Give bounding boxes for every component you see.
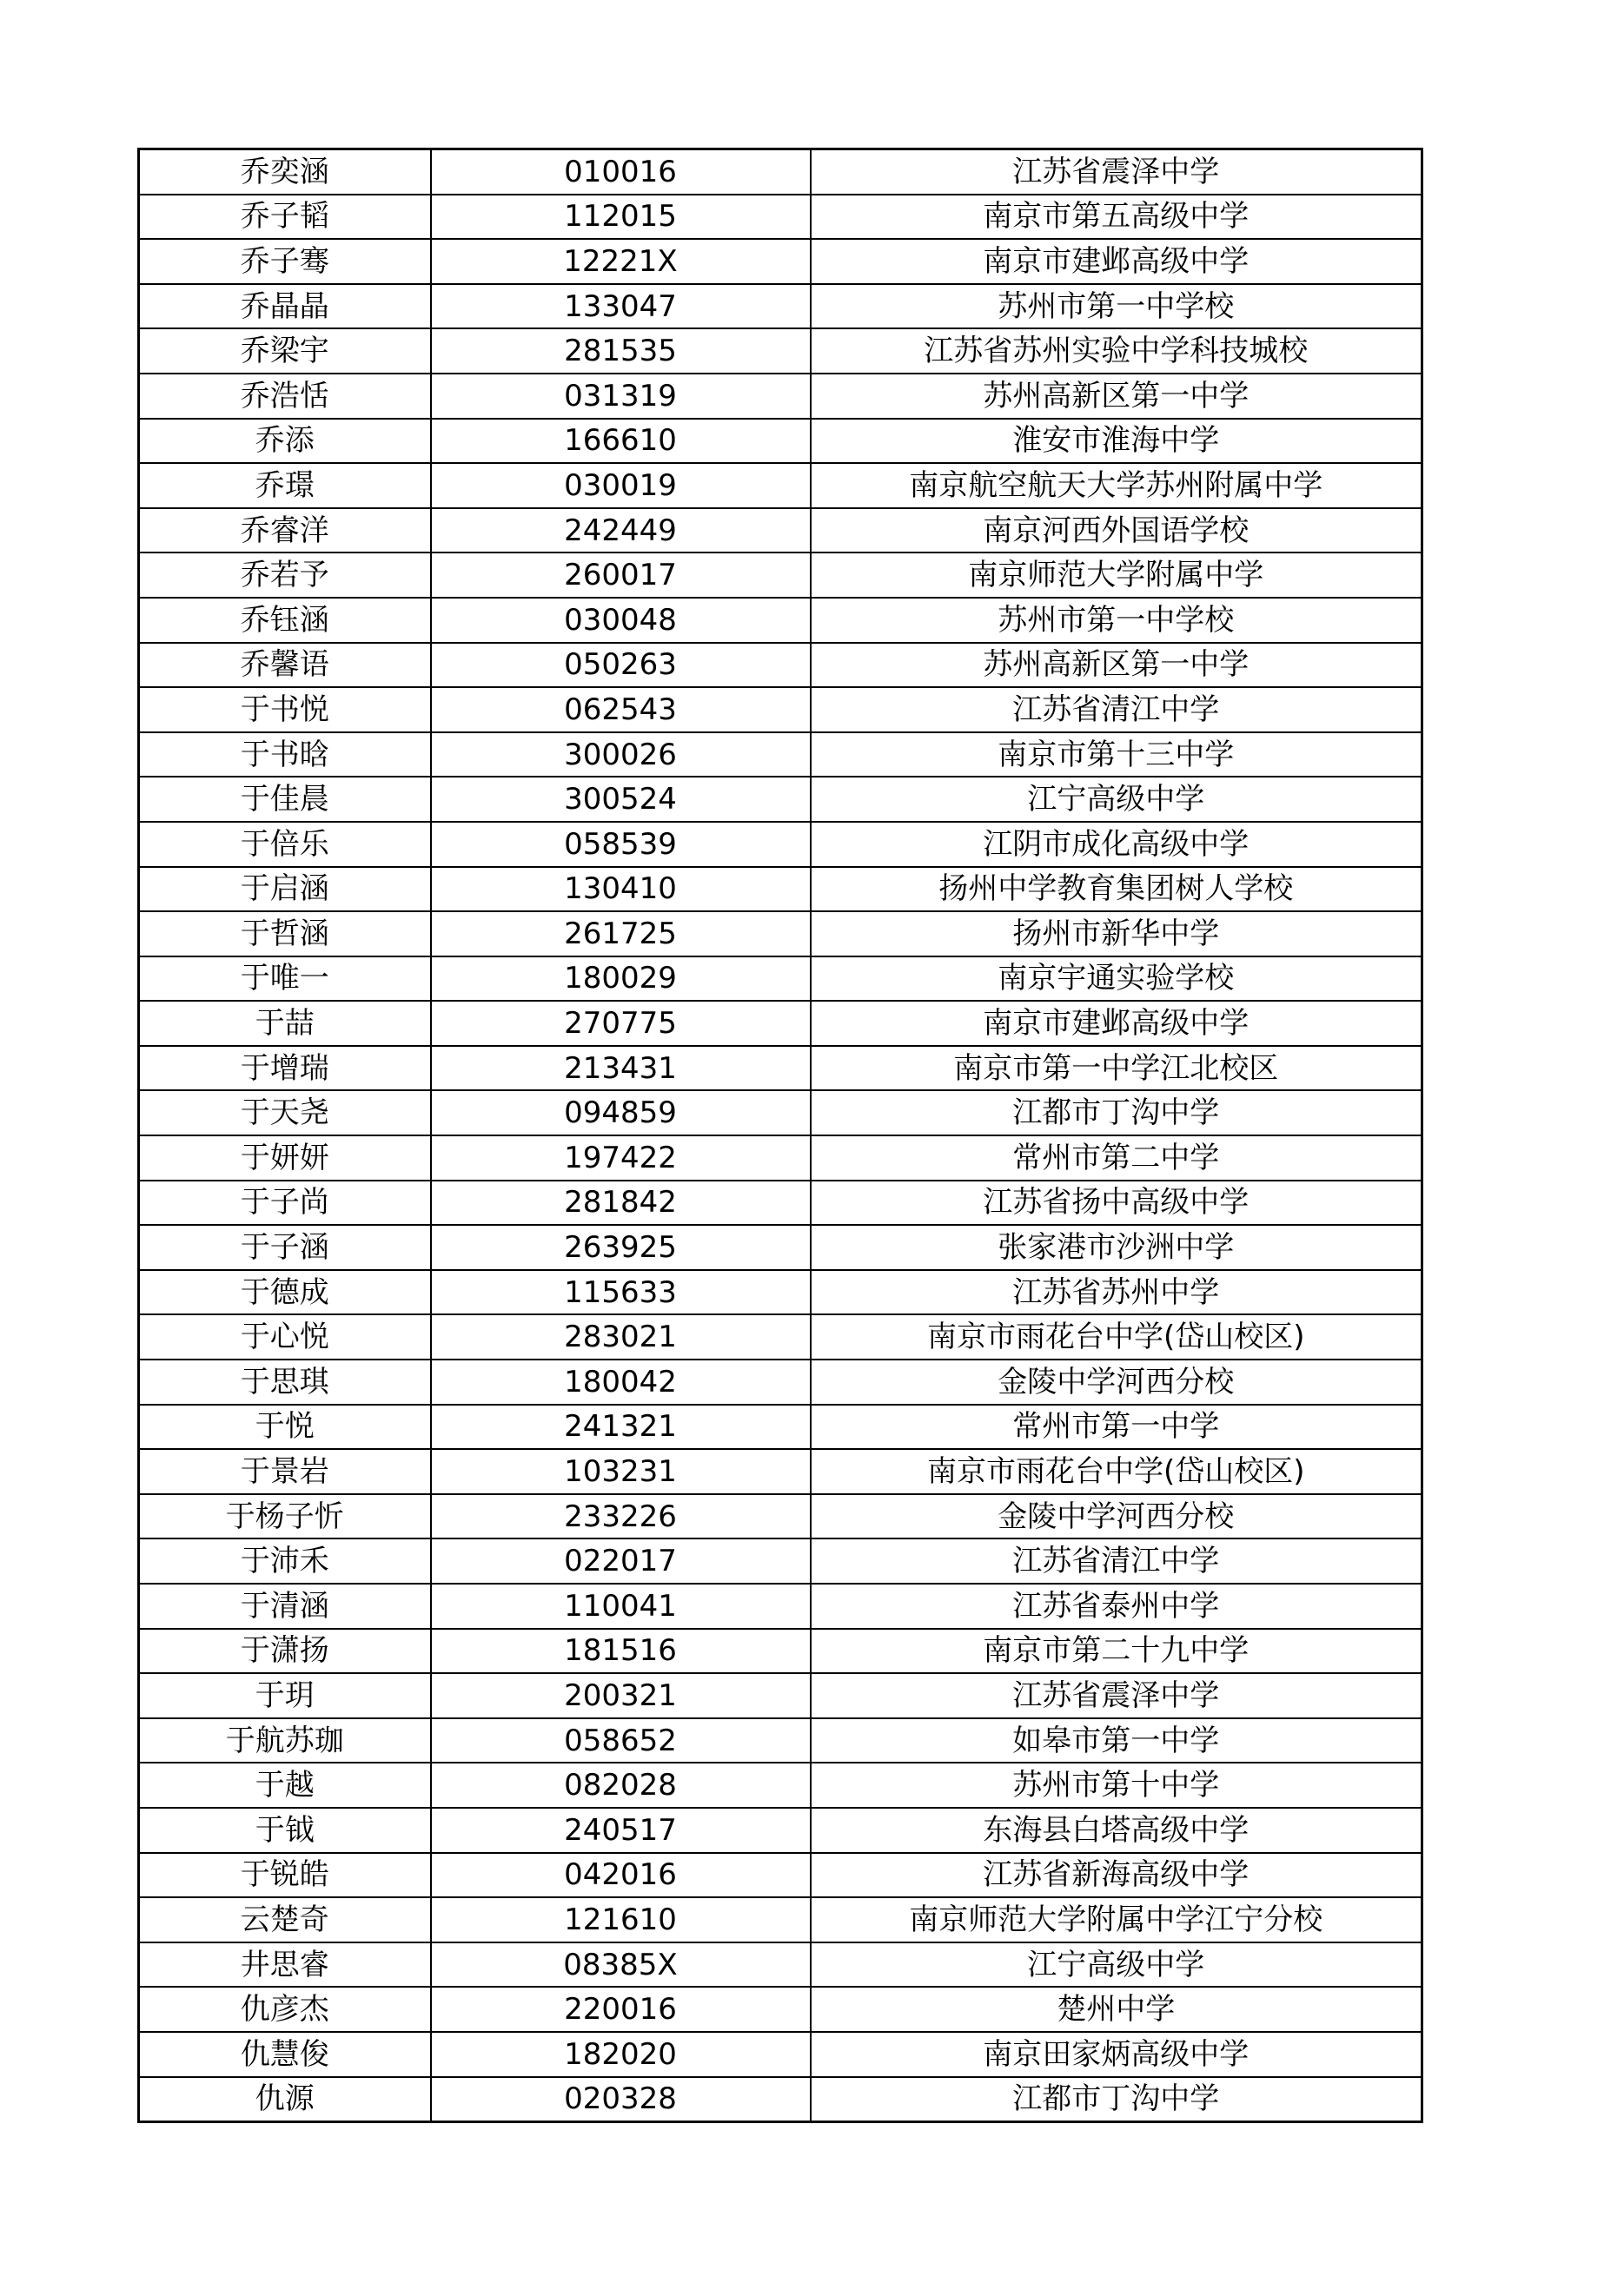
school-name-cell: 南京田家炳高级中学 xyxy=(811,2032,1422,2077)
student-id-cell: 200321 xyxy=(431,1673,811,1718)
student-id-cell: 010016 xyxy=(431,149,811,195)
student-id-cell: 058539 xyxy=(431,822,811,867)
student-id-cell: 08385X xyxy=(431,1942,811,1988)
school-name-cell: 南京市第十三中学 xyxy=(811,732,1422,777)
student-name-cell: 于清涵 xyxy=(139,1584,431,1629)
student-id-cell: 283021 xyxy=(431,1314,811,1360)
school-name-cell: 常州市第二中学 xyxy=(811,1135,1422,1181)
school-name-cell: 张家港市沙洲中学 xyxy=(811,1225,1422,1270)
student-name-cell: 乔若予 xyxy=(139,552,431,598)
school-name-cell: 南京市雨花台中学(岱山校区) xyxy=(811,1449,1422,1494)
student-name-cell: 于佳晨 xyxy=(139,777,431,822)
table-row xyxy=(139,463,1422,508)
school-name-cell: 如皋市第一中学 xyxy=(811,1718,1422,1763)
student-name-cell: 乔晶晶 xyxy=(139,284,431,329)
student-name-cell: 乔睿洋 xyxy=(139,508,431,553)
student-name-cell: 仇源 xyxy=(139,2077,431,2122)
student-id-cell: 197422 xyxy=(431,1135,811,1181)
student-id-cell: 300026 xyxy=(431,732,811,777)
student-name-cell: 于唯一 xyxy=(139,956,431,1002)
student-name-cell: 乔子韬 xyxy=(139,195,431,240)
roster-table-body xyxy=(139,149,1422,2122)
school-name-cell: 江苏省苏州实验中学科技城校 xyxy=(811,328,1422,374)
table-row xyxy=(139,1225,1422,1270)
student-id-cell: 281535 xyxy=(431,328,811,374)
student-name-cell: 于妍妍 xyxy=(139,1135,431,1181)
student-id-cell: 180042 xyxy=(431,1360,811,1405)
student-id-cell: 133047 xyxy=(431,284,811,329)
student-name-cell: 于子尚 xyxy=(139,1181,431,1226)
school-name-cell: 南京市建邺高级中学 xyxy=(811,239,1422,284)
school-name-cell: 南京市雨花台中学(岱山校区) xyxy=(811,1314,1422,1360)
student-id-cell: 058652 xyxy=(431,1718,811,1763)
school-name-cell: 江苏省新海高级中学 xyxy=(811,1853,1422,1898)
school-name-cell: 南京河西外国语学校 xyxy=(811,508,1422,553)
student-name-cell: 于玥 xyxy=(139,1673,431,1718)
school-name-cell: 南京宇通实验学校 xyxy=(811,956,1422,1002)
table-row xyxy=(139,284,1422,329)
table-row xyxy=(139,687,1422,732)
student-name-cell: 于景岩 xyxy=(139,1449,431,1494)
school-name-cell: 苏州市第一中学校 xyxy=(811,284,1422,329)
student-id-cell: 112015 xyxy=(431,195,811,240)
table-row xyxy=(139,1135,1422,1181)
school-name-cell: 江苏省苏州中学 xyxy=(811,1270,1422,1315)
school-name-cell: 江苏省震泽中学 xyxy=(811,1673,1422,1718)
school-name-cell: 江都市丁沟中学 xyxy=(811,1090,1422,1135)
student-name-cell: 于子涵 xyxy=(139,1225,431,1270)
student-name-cell: 乔馨语 xyxy=(139,643,431,688)
student-id-cell: 094859 xyxy=(431,1090,811,1135)
student-id-cell: 270775 xyxy=(431,1001,811,1046)
student-name-cell: 乔钰涵 xyxy=(139,598,431,643)
school-name-cell: 江阴市成化高级中学 xyxy=(811,822,1422,867)
student-name-cell: 乔梁宇 xyxy=(139,328,431,374)
school-name-cell: 淮安市淮海中学 xyxy=(811,419,1422,464)
table-row xyxy=(139,1360,1422,1405)
school-name-cell: 江苏省扬中高级中学 xyxy=(811,1181,1422,1226)
school-name-cell: 扬州市新华中学 xyxy=(811,911,1422,956)
student-name-cell: 于锐皓 xyxy=(139,1853,431,1898)
table-row xyxy=(139,508,1422,553)
table-row xyxy=(139,1897,1422,1942)
table-row xyxy=(139,1449,1422,1494)
student-id-cell: 042016 xyxy=(431,1853,811,1898)
school-name-cell: 南京师范大学附属中学 xyxy=(811,552,1422,598)
student-id-cell: 182020 xyxy=(431,2032,811,2077)
school-name-cell: 南京航空航天大学苏州附属中学 xyxy=(811,463,1422,508)
school-name-cell: 江苏省泰州中学 xyxy=(811,1584,1422,1629)
table-row xyxy=(139,374,1422,419)
student-name-cell: 于倍乐 xyxy=(139,822,431,867)
student-id-cell: 240517 xyxy=(431,1808,811,1853)
student-name-cell: 于沛禾 xyxy=(139,1538,431,1584)
table-row xyxy=(139,1673,1422,1718)
school-name-cell: 南京师范大学附属中学江宁分校 xyxy=(811,1897,1422,1942)
student-id-cell: 030019 xyxy=(431,463,811,508)
student-id-cell: 050263 xyxy=(431,643,811,688)
table-row xyxy=(139,328,1422,374)
table-row xyxy=(139,1987,1422,2032)
student-name-cell: 云楚奇 xyxy=(139,1897,431,1942)
student-id-cell: 166610 xyxy=(431,419,811,464)
student-name-cell: 于越 xyxy=(139,1763,431,1808)
table-row xyxy=(139,1405,1422,1450)
student-name-cell: 于航苏珈 xyxy=(139,1718,431,1763)
student-name-cell: 于书晗 xyxy=(139,732,431,777)
student-id-cell: 242449 xyxy=(431,508,811,553)
student-name-cell: 于悦 xyxy=(139,1405,431,1450)
table-row xyxy=(139,777,1422,822)
table-row xyxy=(139,552,1422,598)
school-name-cell: 南京市建邺高级中学 xyxy=(811,1001,1422,1046)
student-id-cell: 103231 xyxy=(431,1449,811,1494)
table-row xyxy=(139,643,1422,688)
student-name-cell: 于增瑞 xyxy=(139,1046,431,1091)
table-row xyxy=(139,1853,1422,1898)
student-id-cell: 030048 xyxy=(431,598,811,643)
school-name-cell: 苏州市第十中学 xyxy=(811,1763,1422,1808)
student-id-cell: 115633 xyxy=(431,1270,811,1315)
school-name-cell: 江苏省清江中学 xyxy=(811,687,1422,732)
school-name-cell: 常州市第一中学 xyxy=(811,1405,1422,1450)
school-name-cell: 楚州中学 xyxy=(811,1987,1422,2032)
student-id-cell: 233226 xyxy=(431,1494,811,1539)
school-name-cell: 扬州中学教育集团树人学校 xyxy=(811,867,1422,912)
school-name-cell: 苏州高新区第一中学 xyxy=(811,374,1422,419)
student-id-cell: 241321 xyxy=(431,1405,811,1450)
table-row xyxy=(139,1942,1422,1988)
student-name-cell: 于启涵 xyxy=(139,867,431,912)
school-name-cell: 金陵中学河西分校 xyxy=(811,1494,1422,1539)
student-id-cell: 022017 xyxy=(431,1538,811,1584)
student-id-cell: 12221X xyxy=(431,239,811,284)
student-name-cell: 于杨子忻 xyxy=(139,1494,431,1539)
student-name-cell: 乔子骞 xyxy=(139,239,431,284)
student-id-cell: 213431 xyxy=(431,1046,811,1091)
table-row xyxy=(139,1538,1422,1584)
table-row xyxy=(139,1763,1422,1808)
student-id-cell: 261725 xyxy=(431,911,811,956)
table-row xyxy=(139,867,1422,912)
table-row xyxy=(139,911,1422,956)
table-row xyxy=(139,149,1422,195)
table-row xyxy=(139,598,1422,643)
table-row xyxy=(139,1090,1422,1135)
table-row xyxy=(139,956,1422,1002)
school-name-cell: 江苏省震泽中学 xyxy=(811,149,1422,195)
student-id-cell: 130410 xyxy=(431,867,811,912)
school-name-cell: 苏州市第一中学校 xyxy=(811,598,1422,643)
student-id-cell: 110041 xyxy=(431,1584,811,1629)
school-name-cell: 南京市第二十九中学 xyxy=(811,1629,1422,1674)
school-name-cell: 东海县白塔高级中学 xyxy=(811,1808,1422,1853)
student-name-cell: 于钺 xyxy=(139,1808,431,1853)
student-id-cell: 281842 xyxy=(431,1181,811,1226)
table-row xyxy=(139,239,1422,284)
table-row xyxy=(139,1584,1422,1629)
student-name-cell: 于哲涵 xyxy=(139,911,431,956)
school-name-cell: 江都市丁沟中学 xyxy=(811,2077,1422,2122)
table-row xyxy=(139,1629,1422,1674)
table-row xyxy=(139,1001,1422,1046)
school-name-cell: 苏州高新区第一中学 xyxy=(811,643,1422,688)
table-row xyxy=(139,1314,1422,1360)
table-row xyxy=(139,732,1422,777)
table-row xyxy=(139,195,1422,240)
school-name-cell: 金陵中学河西分校 xyxy=(811,1360,1422,1405)
school-name-cell: 江宁高级中学 xyxy=(811,1942,1422,1988)
roster-table xyxy=(137,148,1423,2123)
student-name-cell: 于心悦 xyxy=(139,1314,431,1360)
student-id-cell: 300524 xyxy=(431,777,811,822)
student-name-cell: 于思琪 xyxy=(139,1360,431,1405)
student-name-cell: 于书悦 xyxy=(139,687,431,732)
school-name-cell: 南京市第一中学江北校区 xyxy=(811,1046,1422,1091)
student-name-cell: 井思睿 xyxy=(139,1942,431,1988)
student-name-cell: 乔璟 xyxy=(139,463,431,508)
table-row xyxy=(139,2077,1422,2122)
student-name-cell: 乔添 xyxy=(139,419,431,464)
student-name-cell: 乔奕涵 xyxy=(139,149,431,195)
student-id-cell: 082028 xyxy=(431,1763,811,1808)
student-name-cell: 于潇扬 xyxy=(139,1629,431,1674)
table-row xyxy=(139,1270,1422,1315)
student-name-cell: 于天尧 xyxy=(139,1090,431,1135)
table-row xyxy=(139,822,1422,867)
table-row xyxy=(139,1808,1422,1853)
table-row xyxy=(139,1181,1422,1226)
table-row xyxy=(139,419,1422,464)
student-id-cell: 062543 xyxy=(431,687,811,732)
student-id-cell: 181516 xyxy=(431,1629,811,1674)
student-id-cell: 020328 xyxy=(431,2077,811,2122)
school-name-cell: 江苏省清江中学 xyxy=(811,1538,1422,1584)
student-id-cell: 263925 xyxy=(431,1225,811,1270)
student-id-cell: 180029 xyxy=(431,956,811,1002)
student-id-cell: 031319 xyxy=(431,374,811,419)
student-name-cell: 仇慧俊 xyxy=(139,2032,431,2077)
student-id-cell: 220016 xyxy=(431,1987,811,2032)
table-row xyxy=(139,2032,1422,2077)
school-name-cell: 南京市第五高级中学 xyxy=(811,195,1422,240)
school-name-cell: 江宁高级中学 xyxy=(811,777,1422,822)
student-name-cell: 于喆 xyxy=(139,1001,431,1046)
table-row xyxy=(139,1718,1422,1763)
table-row xyxy=(139,1046,1422,1091)
table-row xyxy=(139,1494,1422,1539)
student-name-cell: 仇彦杰 xyxy=(139,1987,431,2032)
student-name-cell: 于德成 xyxy=(139,1270,431,1315)
student-name-cell: 乔浩恬 xyxy=(139,374,431,419)
student-id-cell: 121610 xyxy=(431,1897,811,1942)
student-id-cell: 260017 xyxy=(431,552,811,598)
